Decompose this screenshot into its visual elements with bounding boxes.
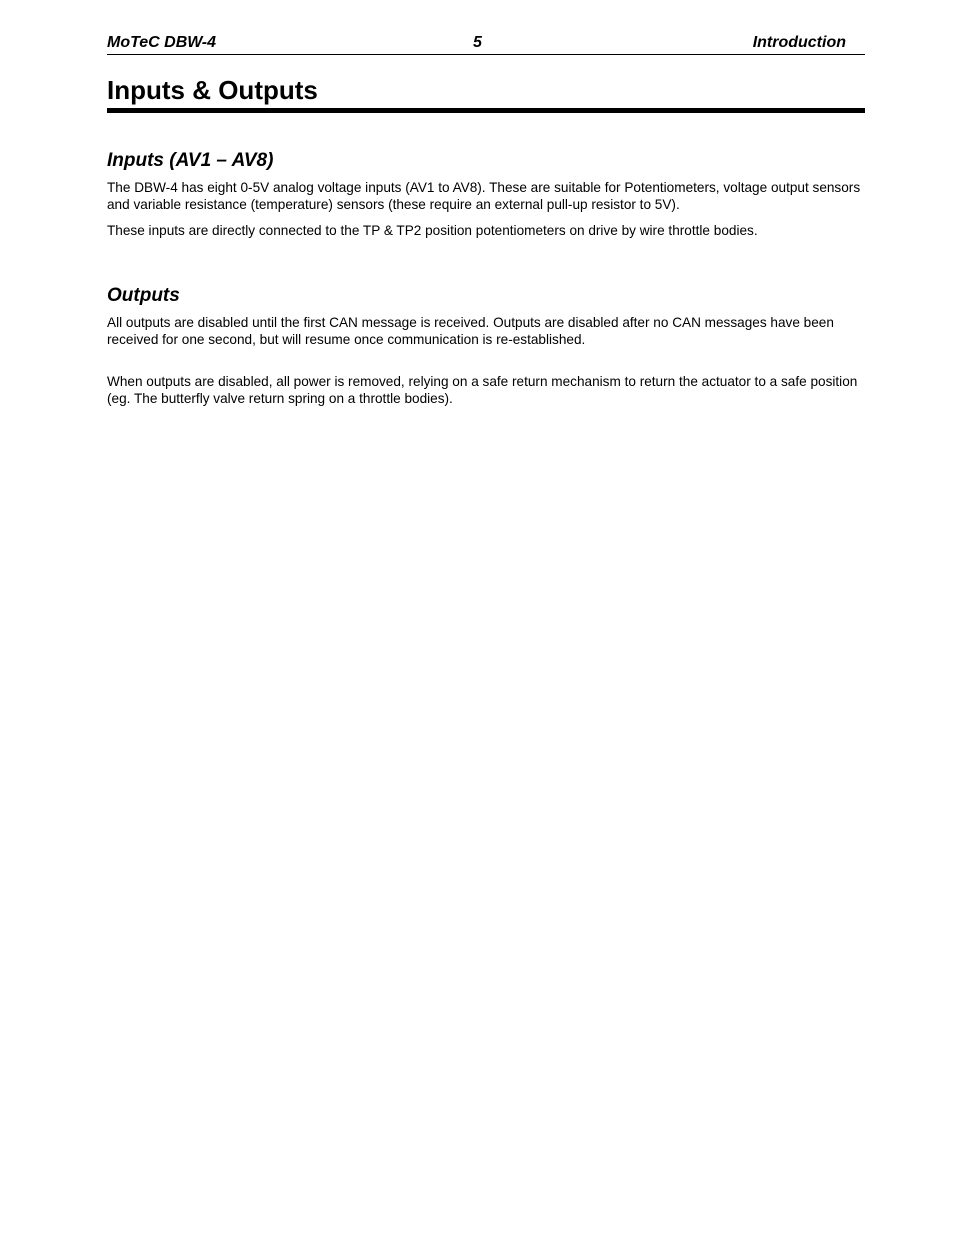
inputs-paragraph-1: The DBW-4 has eight 0-5V analog voltage inputs (AV1 to AV8). These are suitable for Potentiometers, voltage output sensors and variable resistance (temperature) sensors (these require an external pull-up resistor to 5V).	[107, 180, 861, 212]
section-inputs	[107, 150, 865, 248]
page-title: Inputs & Outputs	[107, 75, 865, 113]
outputs-paragraph-2: When outputs are disabled, all power is removed, relying on a safe return mechanism to return the actuator to a safe position (eg. The butterfly valve return spring on a throttle bodies).	[107, 374, 858, 406]
document-name: MoTeC DBW-4	[107, 34, 217, 51]
page-number: 5	[473, 34, 482, 51]
page-header	[107, 34, 865, 55]
section-outputs	[107, 285, 865, 416]
section-heading-inputs: Inputs (AV1 – AV8)	[107, 150, 274, 171]
chapter-name: Introduction	[752, 34, 846, 51]
outputs-paragraph-1: All outputs are disabled until the first CAN message is received. Outputs are disabled after no CAN messages have been received for one second, but will resume once communication is re-established.	[107, 315, 834, 347]
inputs-paragraph-2: These inputs are directly connected to the TP & TP2 position potentiometers on drive by wire throttle bodies.	[107, 223, 758, 238]
section-heading-outputs: Outputs	[107, 285, 180, 306]
